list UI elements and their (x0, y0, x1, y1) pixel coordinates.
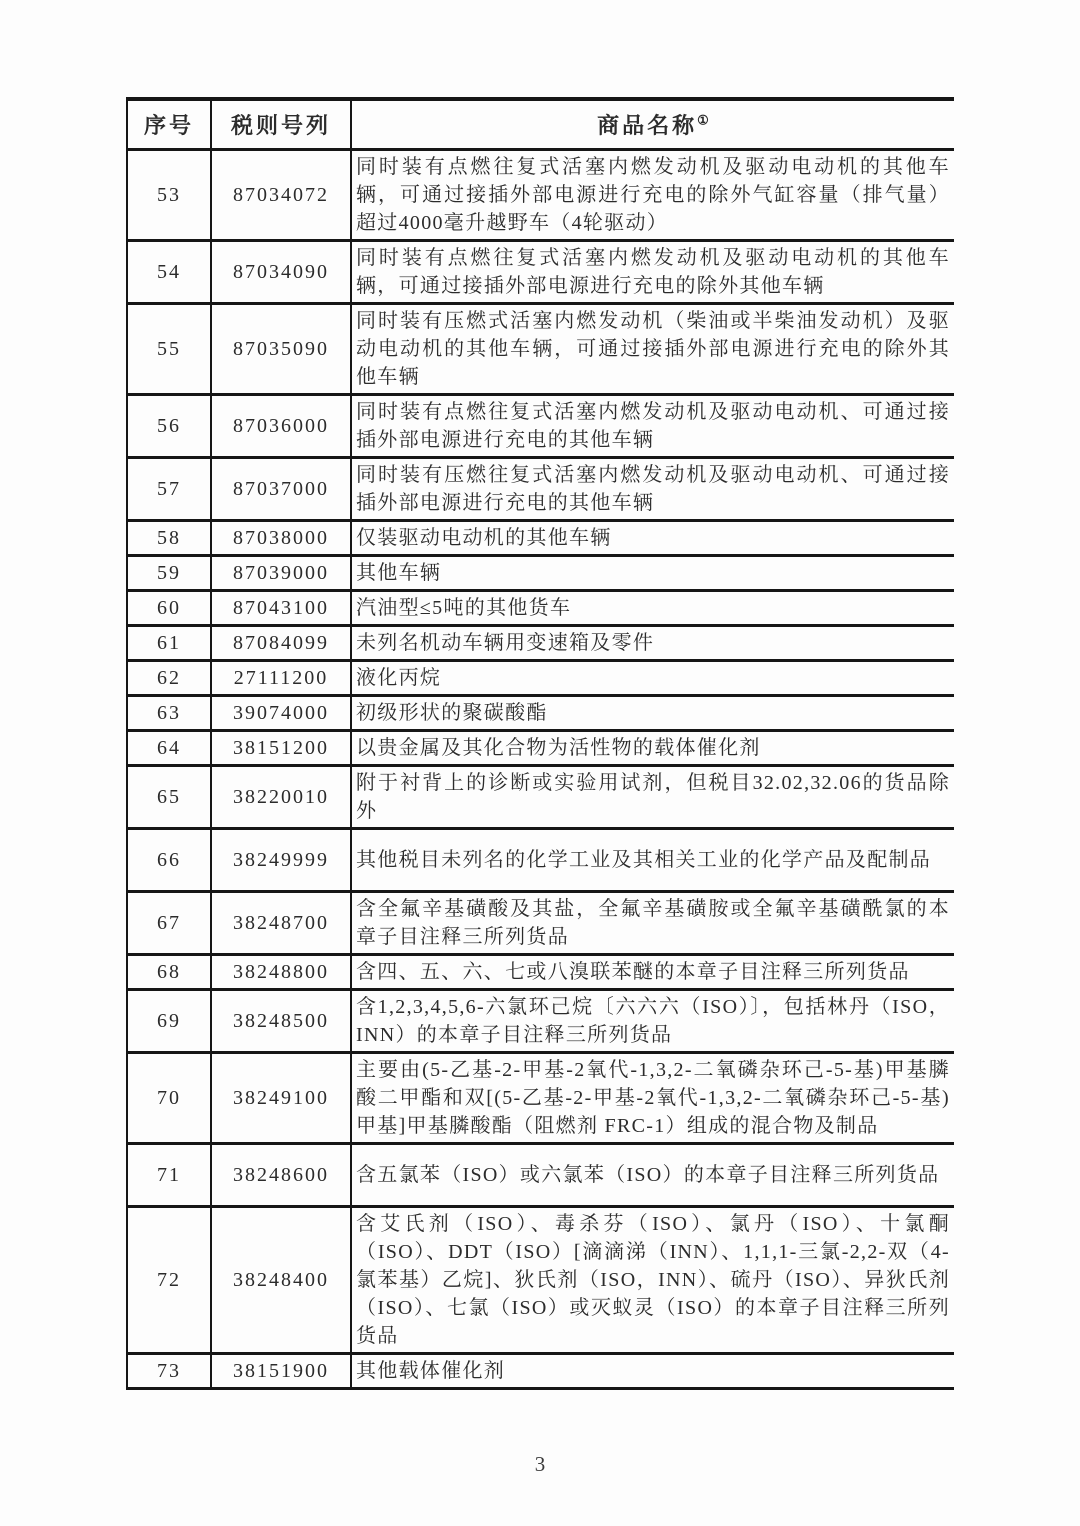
row-code: 38249100 (211, 1053, 351, 1144)
row-no: 71 (127, 1144, 211, 1207)
row-no: 65 (127, 766, 211, 829)
row-code: 38220010 (211, 766, 351, 829)
row-name: 液化丙烷 (351, 661, 954, 696)
row-no: 55 (127, 304, 211, 395)
row-code: 87084099 (211, 626, 351, 661)
row-name: 以贵金属及其化合物为活性物的载体催化剂 (351, 731, 954, 766)
table-row (127, 591, 954, 626)
row-name: 附于衬背上的诊断或实验用试剂，但税目32.02,32.06的货品除外 (351, 766, 954, 829)
row-name: 同时装有点燃往复式活塞内燃发动机及驱动电动机的其他车辆，可通过接插外部电源进行充电的除外气缸容量（排气量）超过4000毫升越野车（4轮驱动） (351, 150, 954, 241)
row-name: 含全氟辛基磺酸及其盐，全氟辛基磺胺或全氟辛基磺酰氯的本章子目注释三所列货品 (351, 892, 954, 955)
row-name: 同时装有点燃往复式活塞内燃发动机及驱动电动机、可通过接插外部电源进行充电的其他车辆 (351, 395, 954, 458)
row-code: 87034090 (211, 241, 351, 304)
table-row (127, 766, 954, 829)
row-name: 含四、五、六、七或八溴联苯醚的本章子目注释三所列货品 (351, 955, 954, 990)
row-name: 仅装驱动电动机的其他车辆 (351, 521, 954, 556)
table-row (127, 521, 954, 556)
tariff-table (126, 97, 954, 1390)
table-row (127, 1144, 954, 1207)
row-name: 含艾氏剂（ISO）、毒杀芬（ISO）、氯丹（ISO）、十氯酮（ISO）、DDT（ISO）[滴滴涕（INN）、1,1,1-三氯-2,2-双（4-氯苯基）乙烷]、狄氏剂（ISO，INN）、硫丹（ISO）、异狄氏剂（ISO）、七氯（ISO）或灭蚁灵（ISO）的本章子目注释三所列货品 (351, 1207, 954, 1354)
row-code: 38151200 (211, 731, 351, 766)
row-code: 27111200 (211, 661, 351, 696)
table-row (127, 892, 954, 955)
header-col-name (351, 99, 954, 150)
row-no: 53 (127, 150, 211, 241)
table-header-row (127, 99, 954, 150)
row-code: 38248400 (211, 1207, 351, 1354)
row-code: 87035090 (211, 304, 351, 395)
header-col-code: 税则号列 (211, 99, 351, 150)
row-code: 38151900 (211, 1354, 351, 1389)
row-name: 其他载体催化剂 (351, 1354, 954, 1389)
row-no: 69 (127, 990, 211, 1053)
row-name: 同时装有压燃式活塞内燃发动机（柴油或半柴油发动机）及驱动电动机的其他车辆，可通过接插外部电源进行充电的除外其他车辆 (351, 304, 954, 395)
row-no: 64 (127, 731, 211, 766)
row-no: 67 (127, 892, 211, 955)
row-code: 38248700 (211, 892, 351, 955)
table-row (127, 1207, 954, 1354)
row-no: 63 (127, 696, 211, 731)
row-name: 同时装有压燃往复式活塞内燃发动机及驱动电动机、可通过接插外部电源进行充电的其他车辆 (351, 458, 954, 521)
row-no: 56 (127, 395, 211, 458)
row-name: 其他车辆 (351, 556, 954, 591)
table-row (127, 990, 954, 1053)
row-name: 其他税目未列名的化学工业及其相关工业的化学产品及配制品 (351, 829, 954, 892)
row-no: 57 (127, 458, 211, 521)
table-row (127, 458, 954, 521)
tariff-table-body (127, 150, 954, 1389)
row-no: 61 (127, 626, 211, 661)
row-name: 含五氯苯（ISO）或六氯苯（ISO）的本章子目注释三所列货品 (351, 1144, 954, 1207)
table-row (127, 661, 954, 696)
row-code: 87034072 (211, 150, 351, 241)
row-code: 39074000 (211, 696, 351, 731)
table-row (127, 1354, 954, 1389)
row-no: 73 (127, 1354, 211, 1389)
row-code: 87037000 (211, 458, 351, 521)
row-no: 58 (127, 521, 211, 556)
row-name: 主要由(5-乙基-2-甲基-2氧代-1,3,2-二氧磷杂环己-5-基)甲基膦酸二甲酯和双[(5-乙基-2-甲基-2氧代-1,3,2-二氧磷杂环己-5-基)甲基]甲基膦酸酯（阻燃剂 FRC-1）组成的混合物及制品 (351, 1053, 954, 1144)
row-name: 同时装有点燃往复式活塞内燃发动机及驱动电动机的其他车辆，可通过接插外部电源进行充电的除外其他车辆 (351, 241, 954, 304)
row-no: 60 (127, 591, 211, 626)
table-row (127, 1053, 954, 1144)
row-name: 汽油型≤5吨的其他货车 (351, 591, 954, 626)
row-code: 38248500 (211, 990, 351, 1053)
row-code: 38249999 (211, 829, 351, 892)
table-row (127, 150, 954, 241)
row-no: 62 (127, 661, 211, 696)
table-row (127, 556, 954, 591)
table-row (127, 241, 954, 304)
row-no: 66 (127, 829, 211, 892)
row-code: 38248800 (211, 955, 351, 990)
table-row (127, 696, 954, 731)
row-code: 87036000 (211, 395, 351, 458)
row-no: 70 (127, 1053, 211, 1144)
page-number: 3 (534, 1452, 546, 1476)
row-name: 初级形状的聚碳酸酯 (351, 696, 954, 731)
header-col-name-label: 商品名称 (597, 113, 698, 138)
row-no: 68 (127, 955, 211, 990)
table-row (127, 829, 954, 892)
row-no: 72 (127, 1207, 211, 1354)
table-row (127, 955, 954, 990)
row-no: 59 (127, 556, 211, 591)
table-row (127, 395, 954, 458)
row-name: 未列名机动车辆用变速箱及零件 (351, 626, 954, 661)
footnote-marker: ① (697, 112, 709, 128)
table-row (127, 626, 954, 661)
row-name: 含1,2,3,4,5,6-六氯环己烷〔六六六（ISO）〕，包括林丹（ISO，INN）的本章子目注释三所列货品 (351, 990, 954, 1053)
header-col-no: 序号 (127, 99, 211, 150)
row-code: 38248600 (211, 1144, 351, 1207)
row-code: 87039000 (211, 556, 351, 591)
table-row (127, 304, 954, 395)
row-no: 54 (127, 241, 211, 304)
table-row (127, 731, 954, 766)
row-code: 87038000 (211, 521, 351, 556)
row-code: 87043100 (211, 591, 351, 626)
